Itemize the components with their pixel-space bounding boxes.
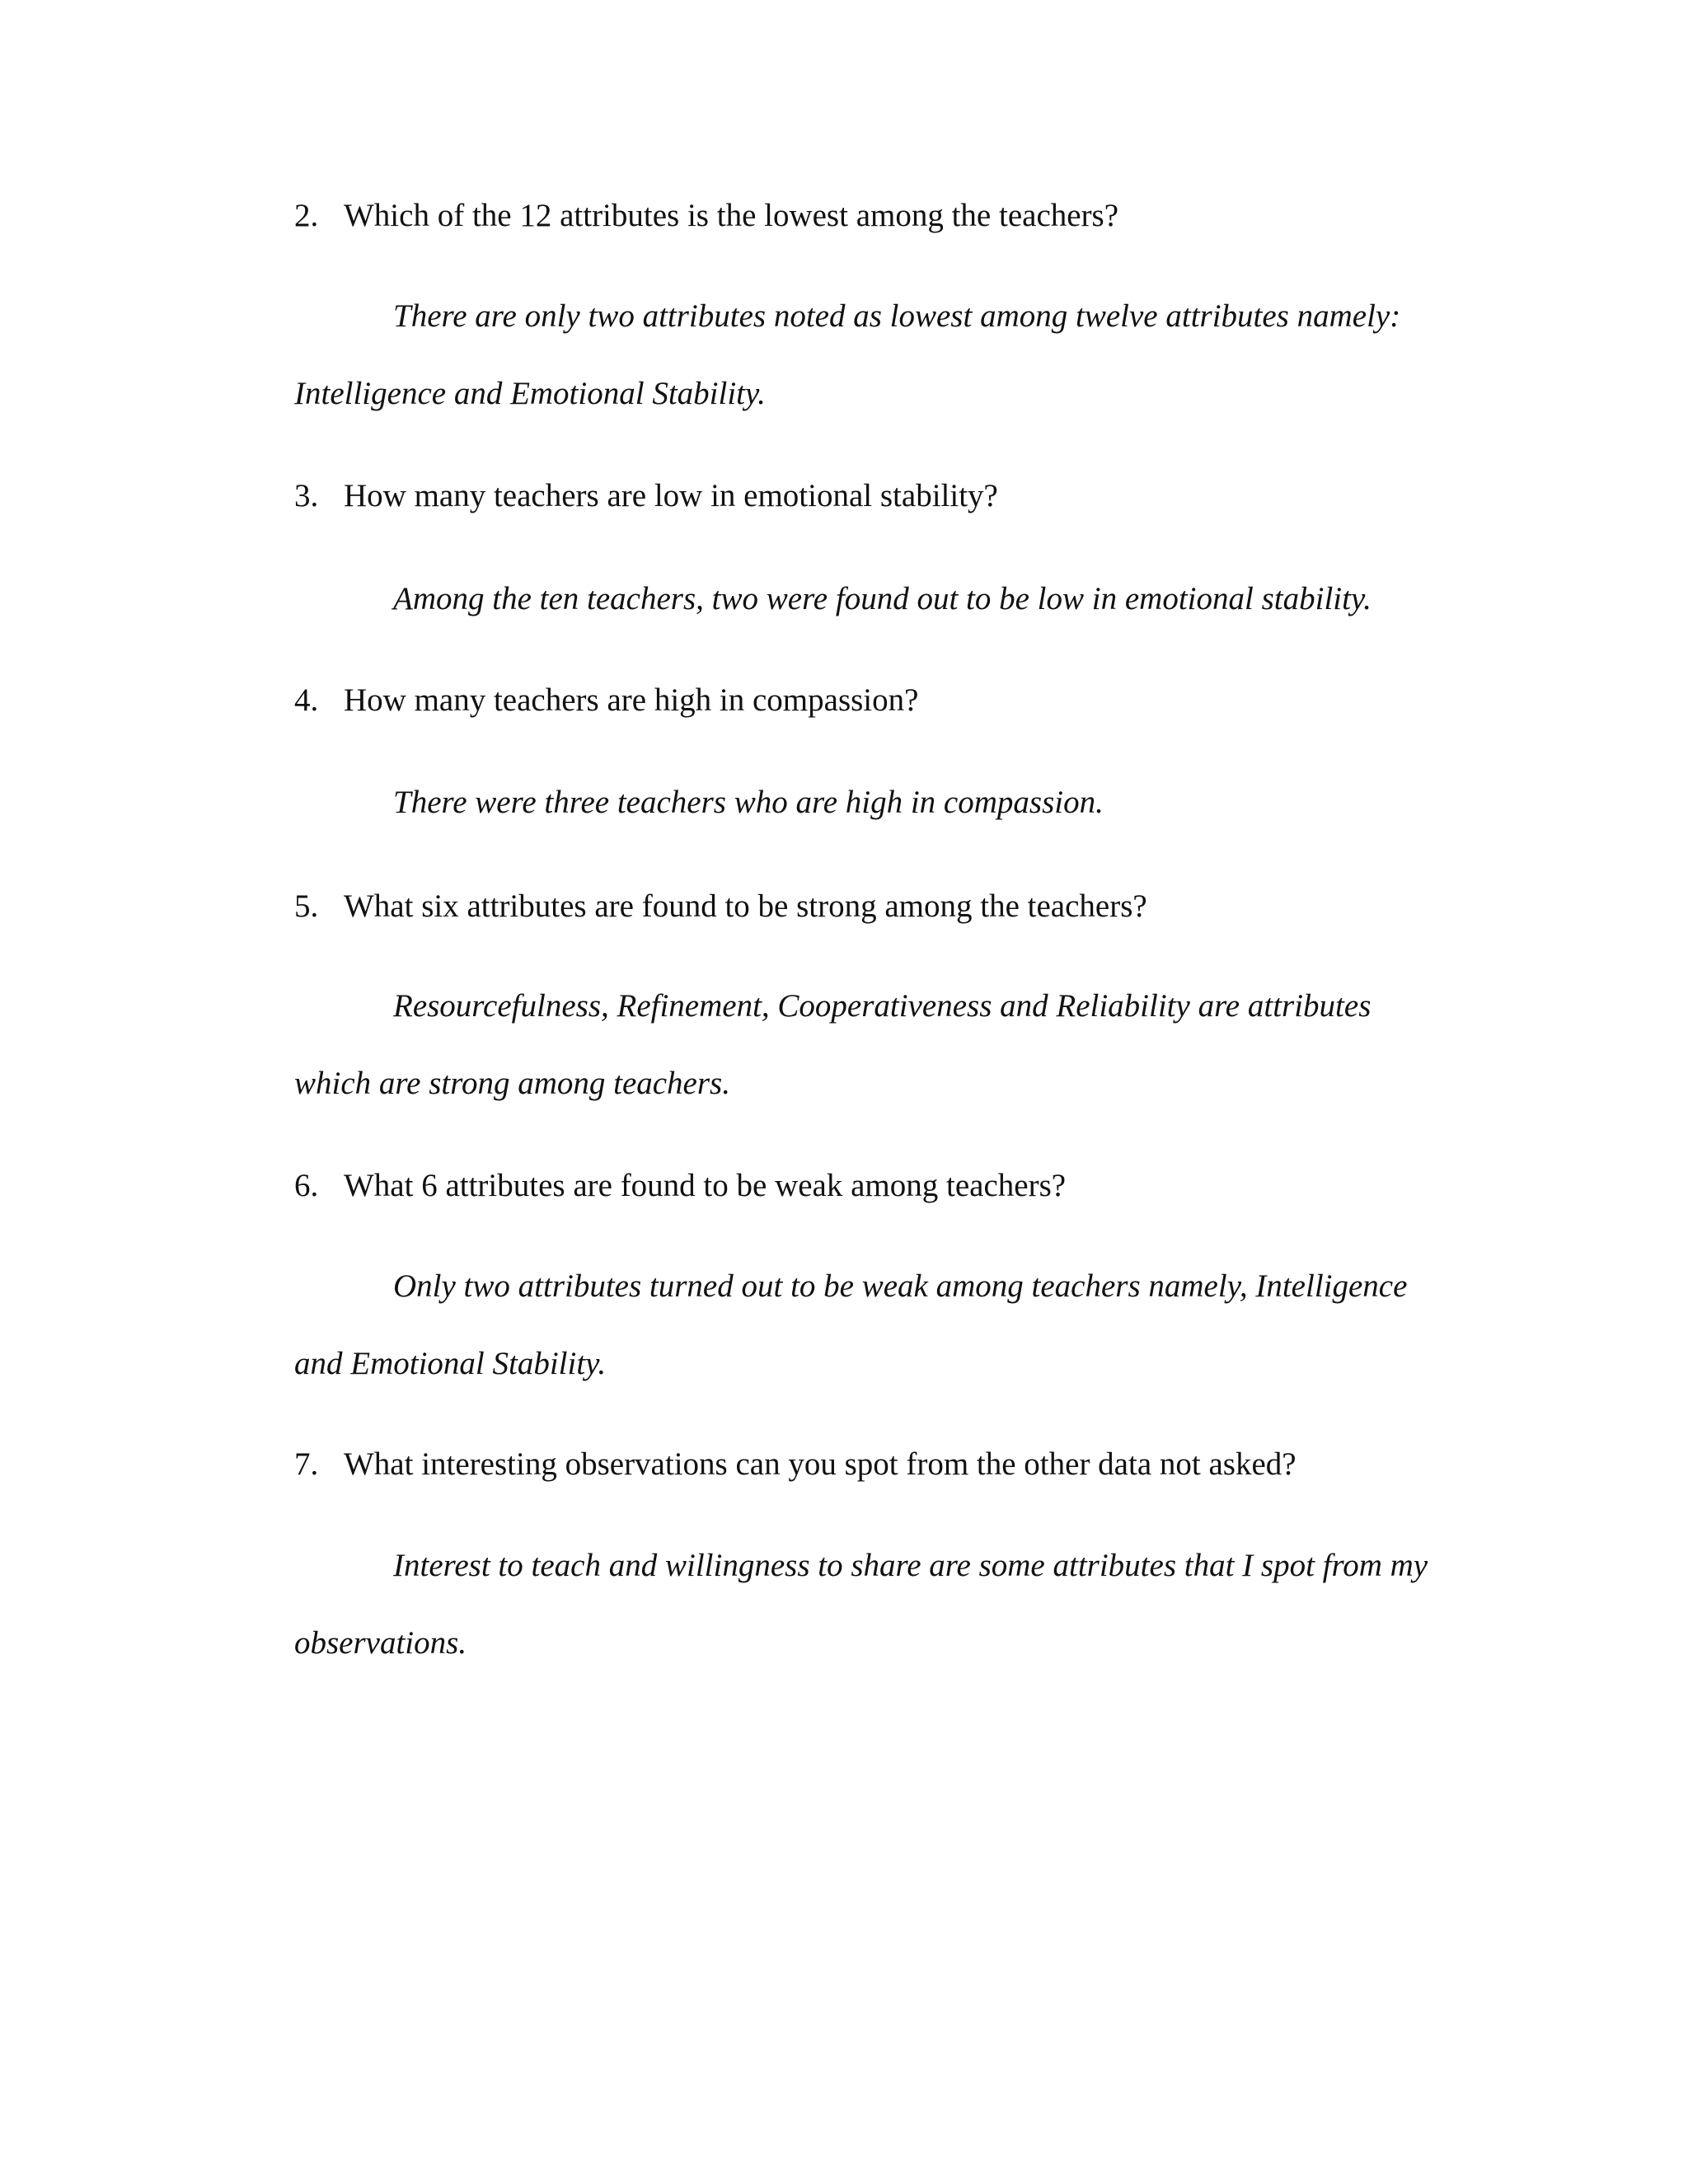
answer-2-line-2: Intelligence and Emotional Stability. xyxy=(294,376,766,411)
question-number: 4. xyxy=(294,682,319,718)
question-text: Which of the 12 attributes is the lowest among the teachers? xyxy=(344,198,1119,233)
answer-4-line-1: There were three teachers who are high in compassion. xyxy=(393,785,1104,820)
answer-5-line-2: which are strong among teachers. xyxy=(294,1066,730,1101)
answer-3-line-1: Among the ten teachers, two were found out to be low in emotional stability. xyxy=(393,581,1372,616)
question-text: What 6 attributes are found to be weak among teachers? xyxy=(344,1168,1067,1203)
question-2 xyxy=(294,196,1118,236)
question-number: 6. xyxy=(294,1168,319,1203)
question-number: 7. xyxy=(294,1446,319,1482)
question-number: 3. xyxy=(294,478,319,513)
answer-7-line-2: observations. xyxy=(294,1625,467,1661)
answer-6-line-2: and Emotional Stability. xyxy=(294,1346,607,1381)
answer-5-line-1: Resourcefulness, Refinement, Cooperativeness and Reliability are attributes xyxy=(393,988,1372,1024)
question-7 xyxy=(294,1445,1296,1484)
question-number: 5. xyxy=(294,888,319,924)
question-text: What interesting observations can you spot from the other data not asked? xyxy=(344,1446,1296,1482)
answer-7-line-1: Interest to teach and willingness to share are some attributes that I spot from my xyxy=(393,1548,1428,1583)
question-number: 2. xyxy=(294,198,319,233)
question-text: How many teachers are high in compassion? xyxy=(344,682,919,718)
answer-6-line-1: Only two attributes turned out to be weak among teachers namely, Intelligence xyxy=(393,1268,1408,1304)
question-3 xyxy=(294,476,998,516)
answer-2-line-1: There are only two attributes noted as lowest among twelve attributes namely: xyxy=(393,298,1401,334)
question-text: What six attributes are found to be strong among the teachers? xyxy=(344,888,1147,924)
question-6 xyxy=(294,1166,1066,1206)
question-4 xyxy=(294,681,918,720)
question-5 xyxy=(294,887,1147,926)
question-text: How many teachers are low in emotional stability? xyxy=(344,478,998,513)
